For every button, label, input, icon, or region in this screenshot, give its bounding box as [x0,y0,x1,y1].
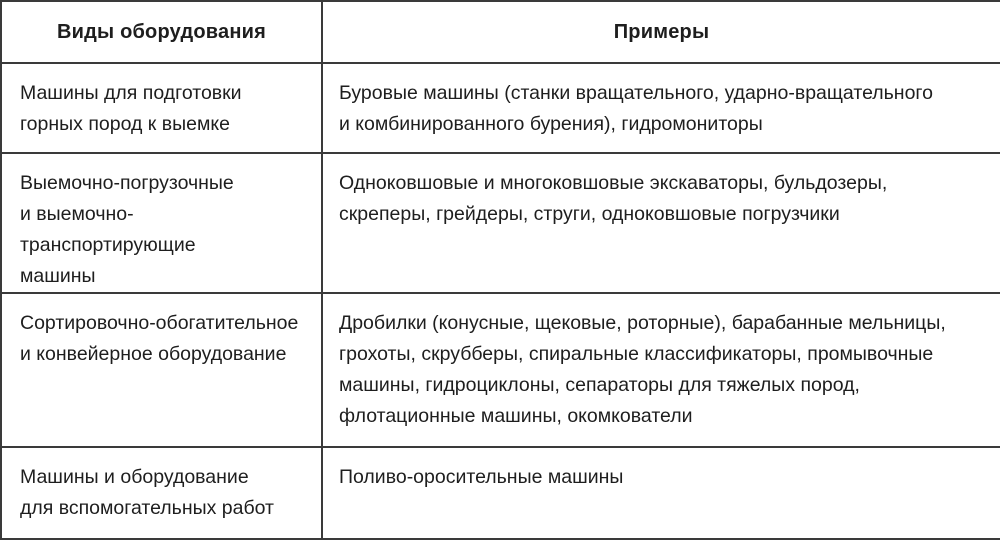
header-examples: Примеры [322,1,1000,63]
equipment-type-text: Выемочно-погрузочные и выемочно-транспортирующие машины [20,172,234,287]
examples-cell [322,63,1000,153]
equipment-type-cell [1,447,322,539]
examples-text: Буровые машины (станки вращательного, ударно-вращательного и комбинированного бурения), гидромониторы [339,82,933,135]
table-row [1,153,1000,293]
table-row [1,293,1000,447]
examples-text: Одноковшовые и многоковшовые экскаваторы, бульдозеры, скреперы, грейдеры, струги, одноковшовые погрузчики [339,172,888,225]
equipment-type-cell [1,63,322,153]
examples-text: Дробилки (конусные, щековые, роторные), барабанные мельницы, грохоты, скрубберы, спиральные классификаторы, промывочные машины, гидроциклоны, сепараторы для тяжелых пород, флотационные машины, окомкователи [339,312,946,427]
examples-text: Поливо-оросительные машины [339,466,624,488]
examples-cell [322,293,1000,447]
header-equipment-types: Виды оборудования [1,1,322,63]
examples-cell [322,447,1000,539]
table-row [1,63,1000,153]
equipment-type-text: Машины и оборудование для вспомогательных работ [20,466,274,519]
equipment-type-text: Сортировочно-обогатительное и конвейерное оборудование [20,312,299,365]
equipment-type-text: Машины для подготовки горных пород к выемке [20,82,242,135]
table-row [1,447,1000,539]
examples-cell [322,153,1000,293]
equipment-type-cell [1,153,322,293]
equipment-type-cell [1,293,322,447]
header-row [1,1,1000,63]
